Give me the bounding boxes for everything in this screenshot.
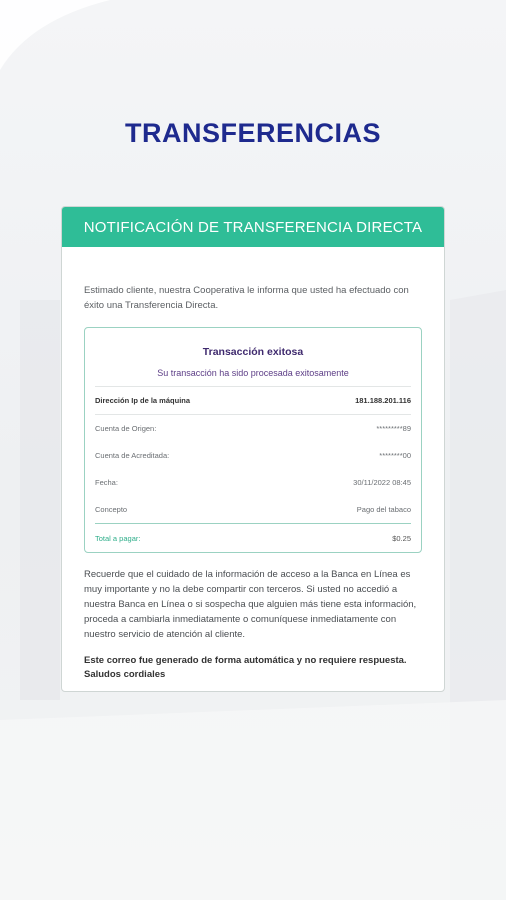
row-origin-account xyxy=(95,415,411,442)
row-value: 181.188.201.116 xyxy=(355,396,411,405)
notification-card xyxy=(61,206,445,692)
row-ip xyxy=(95,387,411,415)
row-value: ********00 xyxy=(379,451,411,460)
row-concept xyxy=(95,496,411,523)
row-value: *********89 xyxy=(376,424,411,433)
auto-generated-text: Este correo fue generado de forma automática y no requiere respuesta. xyxy=(84,655,407,666)
total-value: $0.25 xyxy=(392,533,411,543)
row-label: Cuenta de Origen: xyxy=(95,424,157,433)
regards-text: Saludos cordiales xyxy=(84,669,166,680)
security-note: Recuerde que el cuidado de la información de acceso a la Banca en Línea es muy importante y no la debe compartir con terceros. Si usted no accedió a nuestra Banca en Línea o si sospecha que alguien más tiene esta información, proceda a cambiarla inmediatamente o comuníquese inmediatamente con nuestro servicio de atención al cliente. xyxy=(84,569,417,640)
row-label: Dirección Ip de la máquina xyxy=(95,396,191,405)
row-label: Concepto xyxy=(95,505,128,514)
row-total xyxy=(95,523,411,552)
page-title: TRANSFERENCIAS xyxy=(124,118,381,148)
transaction-title: Transacción exitosa xyxy=(202,346,304,358)
total-label: Total a pagar: xyxy=(95,533,141,543)
row-date xyxy=(95,469,411,496)
transaction-box xyxy=(84,327,422,553)
footer-note xyxy=(84,654,422,682)
card-header: NOTIFICACIÓN DE TRANSFERENCIA DIRECTA xyxy=(62,207,444,247)
row-label: Cuenta de Acreditada: xyxy=(95,451,170,460)
row-value: 30/11/2022 08:45 xyxy=(353,478,411,487)
transaction-subtitle: Su transacción ha sido procesada exitosamente xyxy=(95,368,411,387)
row-credited-account xyxy=(95,442,411,469)
intro-text: Estimado cliente, nuestra Cooperativa le informa que usted ha efectuado con éxito una Transferencia Directa. xyxy=(84,285,409,311)
row-label: Fecha: xyxy=(95,478,118,487)
row-value: Pago del tabaco xyxy=(356,505,411,514)
